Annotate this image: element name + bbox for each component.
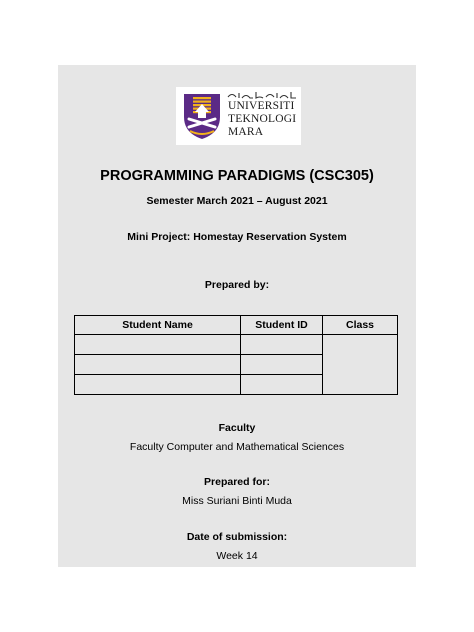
prepared-by-label: Prepared by: bbox=[204, 279, 270, 291]
prepared-for-label: Prepared for: bbox=[204, 476, 270, 488]
faculty-label: Faculty bbox=[218, 422, 256, 434]
prepared-for-value: Miss Suriani Binti Muda bbox=[182, 495, 292, 507]
logo-line-mara: MARA bbox=[228, 126, 264, 138]
faculty-value: Faculty Computer and Mathematical Sciences bbox=[129, 441, 345, 453]
semester-text: Semester March 2021 – August 2021 bbox=[146, 195, 328, 207]
cell-student-id bbox=[241, 375, 323, 395]
table-row bbox=[75, 335, 398, 355]
student-table bbox=[74, 315, 398, 395]
submission-date-label: Date of submission: bbox=[186, 531, 288, 543]
cell-student-id bbox=[241, 335, 323, 355]
uitm-crest-icon bbox=[180, 91, 224, 141]
header-student-id: Student ID bbox=[241, 316, 323, 335]
table-header-row bbox=[75, 316, 398, 335]
header-class: Class bbox=[323, 316, 398, 335]
submission-date-value: Week 14 bbox=[216, 550, 258, 562]
document-page bbox=[58, 65, 416, 567]
university-name bbox=[228, 100, 296, 139]
cell-student-id bbox=[241, 355, 323, 375]
cell-class bbox=[323, 335, 398, 395]
cell-student-name bbox=[75, 375, 241, 395]
cell-student-name bbox=[75, 335, 241, 355]
jawi-script-icon bbox=[226, 90, 298, 100]
logo-line-teknologi: TEKNOLOGI bbox=[228, 113, 297, 125]
cell-student-name bbox=[75, 355, 241, 375]
project-title: Mini Project: Homestay Reservation System bbox=[127, 231, 347, 243]
logo-line-universiti: UNIVERSITI bbox=[228, 100, 295, 112]
course-title: PROGRAMMING PARADIGMS (CSC305) bbox=[100, 168, 374, 184]
university-logo bbox=[176, 87, 301, 145]
header-student-name: Student Name bbox=[75, 316, 241, 335]
